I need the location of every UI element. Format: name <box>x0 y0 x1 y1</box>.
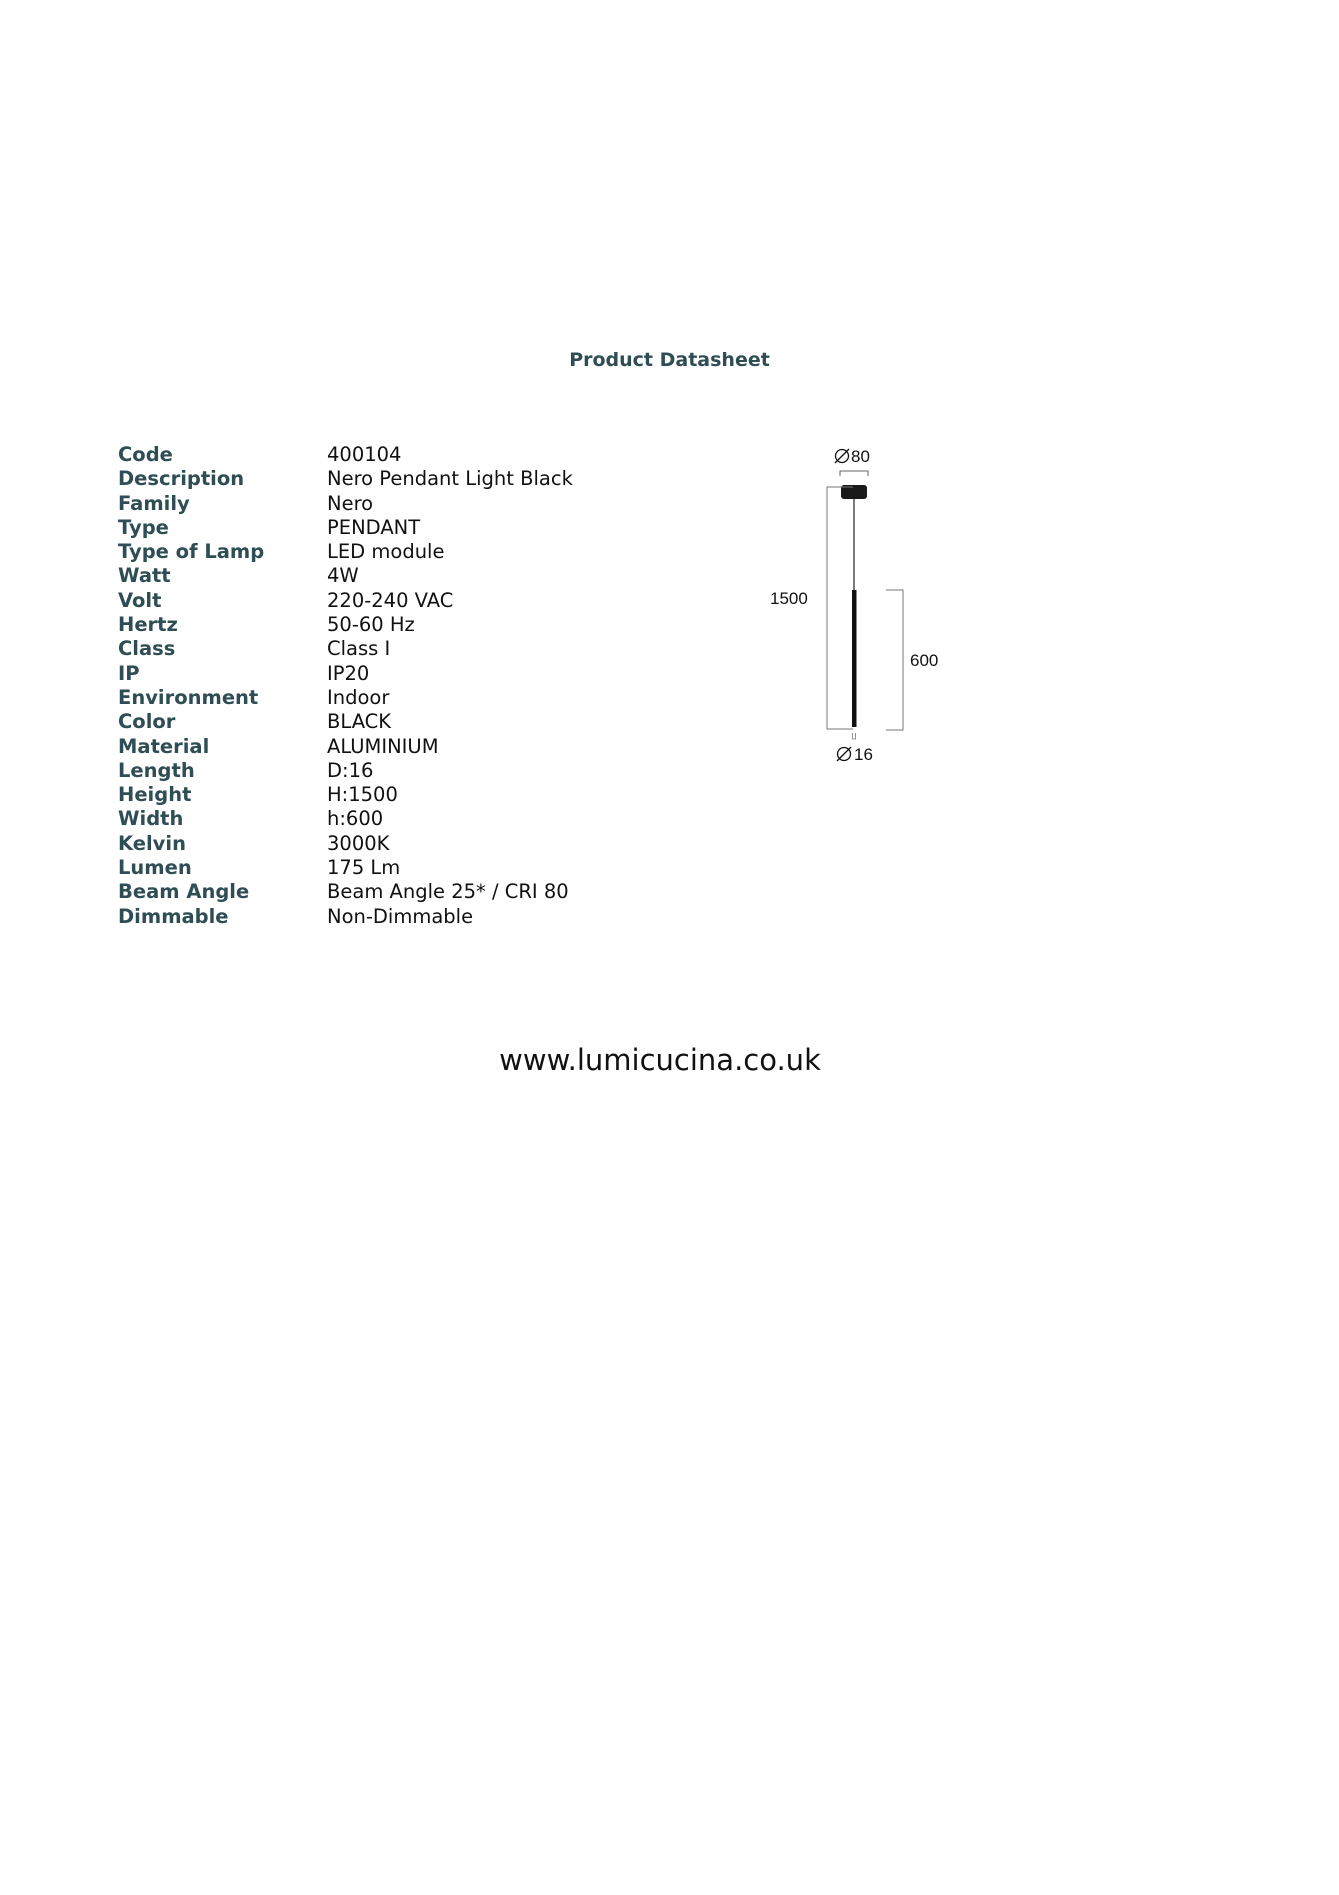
spec-row <box>118 589 573 613</box>
canopy-diameter-dimension <box>835 447 870 476</box>
spec-value: Non-Dimmable <box>327 904 474 928</box>
spec-row <box>118 637 573 661</box>
tube-length-label: 600 <box>910 651 939 670</box>
spec-value: 220-240 VAC <box>327 588 454 612</box>
spec-label: Description <box>118 467 245 491</box>
spec-row <box>118 905 573 929</box>
tube-diameter-label: 16 <box>854 745 873 764</box>
spec-row <box>118 443 573 467</box>
spec-label: Kelvin <box>118 831 186 855</box>
spec-row <box>118 856 573 880</box>
spec-label: Watt <box>118 564 171 588</box>
spec-row <box>118 832 573 856</box>
spec-label: Lumen <box>118 856 192 880</box>
spec-value: Class I <box>327 637 391 661</box>
spec-label: Beam Angle <box>118 880 250 904</box>
spec-label: Height <box>118 783 192 807</box>
pendant-dimension-drawing <box>760 440 980 770</box>
spec-row <box>118 467 573 491</box>
spec-row <box>118 759 573 783</box>
spec-value: PENDANT <box>327 515 421 539</box>
spec-row <box>118 735 573 759</box>
tube-diameter-dimension <box>837 745 873 764</box>
spec-value: Nero Pendant Light Black <box>327 467 573 491</box>
spec-value: 175 Lm <box>327 856 401 880</box>
spec-label: Width <box>118 807 184 831</box>
spec-label: Type <box>118 515 169 539</box>
spec-row <box>118 686 573 710</box>
spec-value: IP20 <box>327 661 370 685</box>
page-title: Product Datasheet <box>569 349 770 371</box>
canopy-diameter-label: 80 <box>851 447 870 466</box>
overall-height-label: 1500 <box>770 589 808 608</box>
spec-value: D:16 <box>327 758 374 782</box>
spec-value: 400104 <box>327 443 402 466</box>
spec-row <box>118 710 573 734</box>
spec-label: Color <box>118 710 176 734</box>
spec-row <box>118 662 573 686</box>
overall-height-dimension <box>770 487 853 729</box>
pendant-tube <box>852 590 857 727</box>
spec-label: IP <box>118 661 140 685</box>
spec-label: Material <box>118 734 210 758</box>
spec-value: Indoor <box>327 685 390 709</box>
tube-length-dimension <box>886 590 938 730</box>
spec-row <box>118 807 573 831</box>
spec-value: 50-60 Hz <box>327 613 415 637</box>
spec-value: 4W <box>327 564 359 588</box>
spec-row <box>118 492 573 516</box>
website-link[interactable]: www.lumicucina.co.uk <box>499 1043 821 1077</box>
spec-label: Volt <box>118 588 162 612</box>
spec-value: 3000K <box>327 831 390 855</box>
spec-value: BLACK <box>327 710 392 734</box>
spec-value: ALUMINIUM <box>327 734 439 758</box>
spec-row <box>118 516 573 540</box>
spec-label: Type of Lamp <box>118 540 265 564</box>
spec-value: H:1500 <box>327 783 398 807</box>
spec-label: Class <box>118 637 176 661</box>
spec-value: Beam Angle 25* / CRI 80 <box>327 880 569 904</box>
spec-label: Environment <box>118 685 259 709</box>
spec-label: Family <box>118 491 190 515</box>
spec-label: Code <box>118 443 173 466</box>
spec-row <box>118 613 573 637</box>
spec-row <box>118 540 573 564</box>
spec-row <box>118 564 573 588</box>
spec-value: LED module <box>327 540 445 564</box>
spec-row <box>118 783 573 807</box>
spec-table <box>118 443 573 929</box>
spec-value: Nero <box>327 491 374 515</box>
spec-value: h:600 <box>327 807 384 831</box>
spec-label: Dimmable <box>118 904 229 928</box>
spec-row <box>118 880 573 904</box>
spec-label: Length <box>118 758 195 782</box>
spec-label: Hertz <box>118 613 178 637</box>
